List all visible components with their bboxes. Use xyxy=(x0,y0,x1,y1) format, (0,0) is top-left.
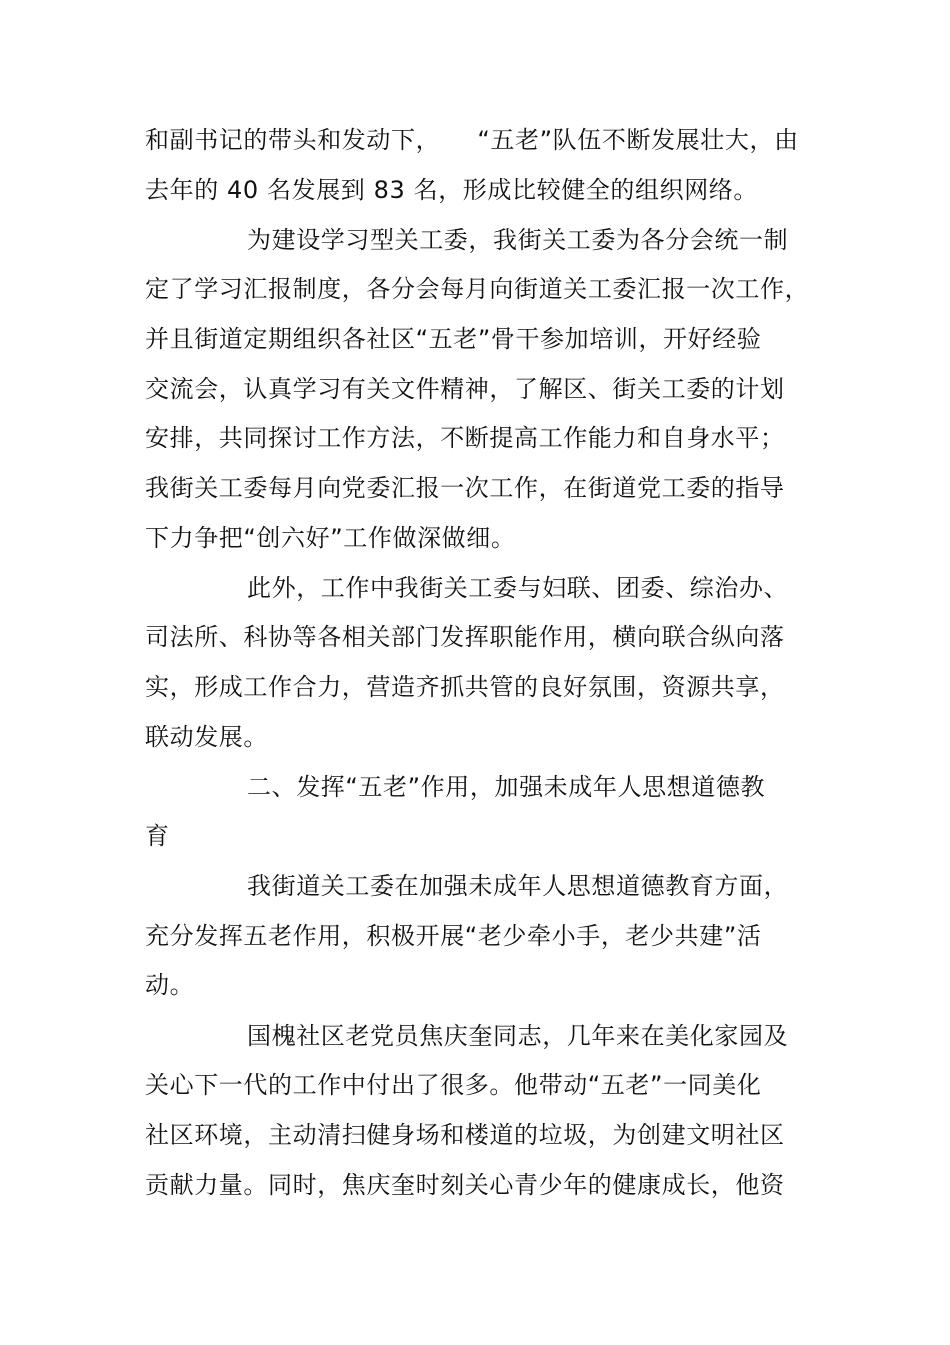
text-line: 下力争把“创六好”工作做深做细。 xyxy=(145,524,516,552)
section-heading: 二、发挥“五老”作用，加强未成年人思想道德教 xyxy=(247,773,766,801)
text-line: 联动发展。 xyxy=(145,723,268,751)
text-line: 安排，共同探讨工作方法，不断提高工作能力和自身水平； xyxy=(145,424,785,452)
paragraph-first-line: 国槐社区老党员焦庆奎同志，几年来在美化家园及 xyxy=(247,1022,789,1050)
paragraph-first-line: 为建设学习型关工委，我街关工委为各分会统一制 xyxy=(247,226,789,254)
text-line: 动。 xyxy=(145,971,195,999)
text-line: 和副书记的带头和发动下， “五老”队伍不断发展壮大，由 xyxy=(145,126,799,154)
text-line: 关心下一代的工作中付出了很多。他带动“五老”一同美化 xyxy=(145,1071,762,1099)
text-line: 贡献力量。同时，焦庆奎时刻关心青少年的健康成长，他资 xyxy=(145,1171,785,1199)
text-line: 社区环境，主动清扫健身场和楼道的垃圾，为创建文明社区 xyxy=(145,1121,785,1149)
paragraph-first-line: 我街道关工委在加强未成年人思想道德教育方面， xyxy=(247,872,789,900)
text-line: 司法所、科协等各相关部门发挥职能作用，横向联合纵向落 xyxy=(145,623,785,651)
text-line: 交流会，认真学习有关文件精神，了解区、街关工委的计划 xyxy=(145,375,785,403)
text-line: 我街关工委每月向党委汇报一次工作，在街道党工委的指导 xyxy=(145,474,785,502)
text-line: 去年的 40 名发展到 83 名，形成比较健全的组织网络。 xyxy=(145,176,758,204)
text-line: 充分发挥五老作用，积极开展“老少牵小手，老少共建”活 xyxy=(145,922,762,950)
text-line: 并且街道定期组织各社区“五老”骨干参加培训，开好经验 xyxy=(145,325,762,353)
text-line: 定了学习汇报制度，各分会每月向街道关工委汇报一次工作， xyxy=(145,275,810,303)
paragraph-first-line: 此外，工作中我街关工委与妇联、团委、综治办、 xyxy=(247,574,789,602)
section-heading-continued: 育 xyxy=(145,822,170,850)
text-line: 实，形成工作合力，营造齐抓共管的良好氛围，资源共享， xyxy=(145,673,785,701)
